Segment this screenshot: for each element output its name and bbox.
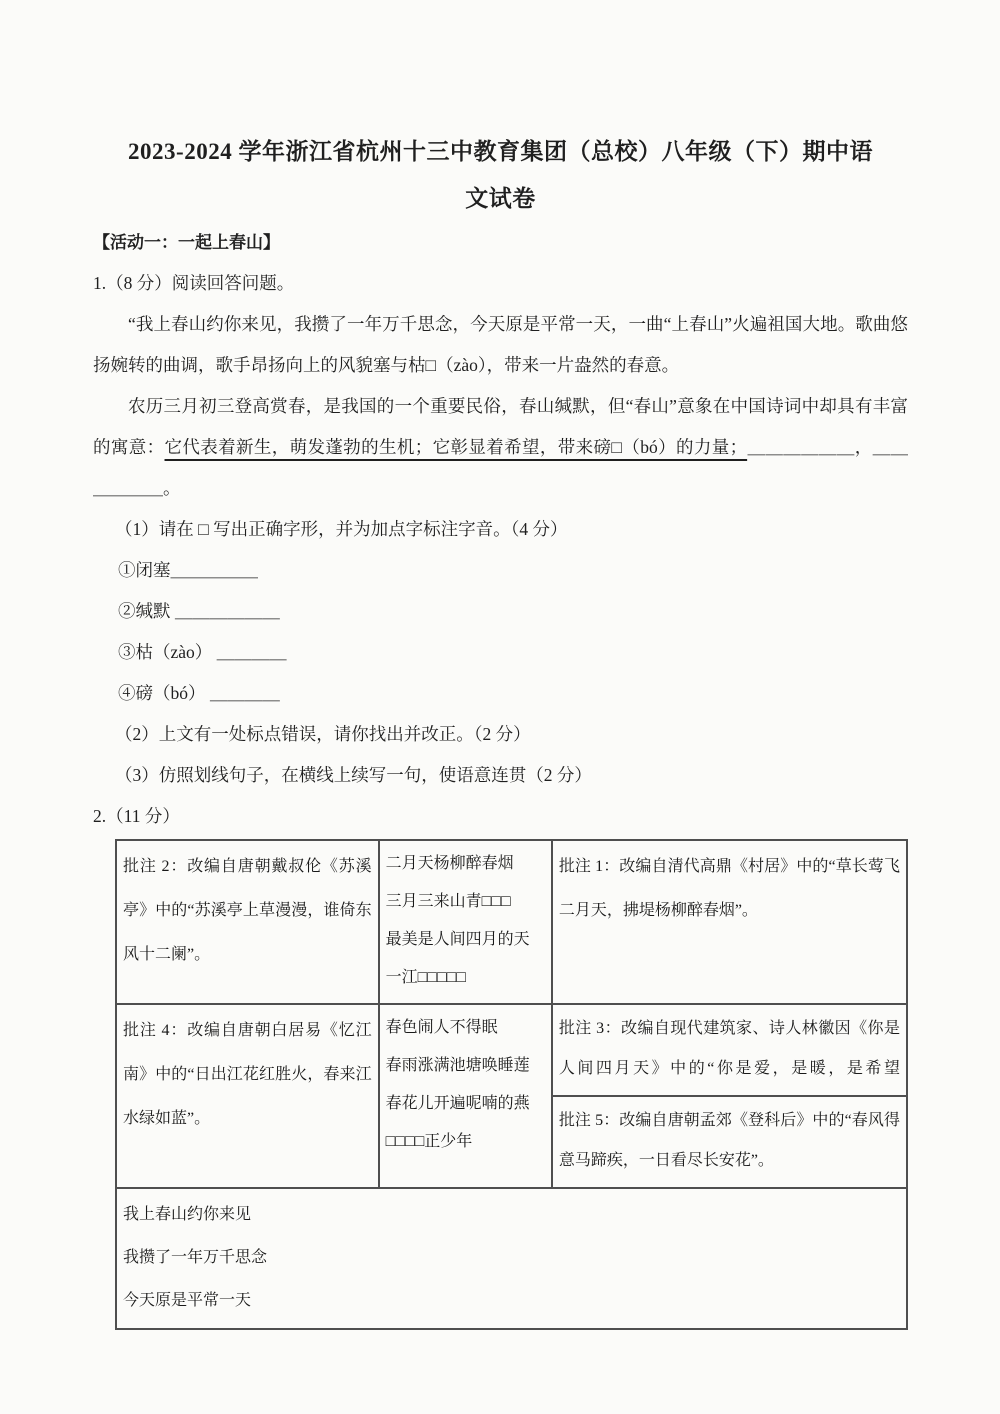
passage-paragraph-1: “我上春山约你来见，我攒了一年万千思念，今天原是平常一天，一曲“上春山”火遍祖国大地。歌曲悠扬婉转的曲调，歌手昂扬向上的风貌塞与枯□（zào），带来一片盎然的春意。 xyxy=(93,314,908,375)
sub-question-1-item-2: ②缄默 ＿＿＿＿＿＿ xyxy=(118,601,280,621)
sub-question-1-item-3: ③枯（zào） ＿＿＿＿ xyxy=(118,642,287,662)
exam-title-line-2: 文试卷 xyxy=(465,186,536,211)
poem-2-line-4: □□□□正少年 xyxy=(385,1133,473,1150)
cell-annotation-4: 批注 4：改编自唐朝白居易《忆江南》中的“日出江花红胜火，春来江水绿如蓝”。 xyxy=(116,1004,379,1188)
paragraph-2-lead: 农历三月初三登高赏春，是我国的一个重要民俗，春山缄默，但“春山”意象在中国诗词中却具有丰富的寓意： xyxy=(93,396,908,457)
sub-question-1-label: （1）请在 □ 写出正确字形，并为加点字标注字音。（4 分） xyxy=(115,519,568,539)
question-2-label: 2.（11 分） xyxy=(93,806,180,826)
annotation-table xyxy=(115,839,908,1330)
exam-title xyxy=(93,128,908,222)
cell-song-lyrics xyxy=(116,1188,907,1329)
poem-2-line-2: 春雨涨满池塘唤睡莲 xyxy=(385,1057,530,1074)
activity-header: 【活动一：一起上春山】 xyxy=(93,233,280,252)
poem-2-line-1: 春色闹人不得眠 xyxy=(385,1019,498,1036)
poem-1-line-4: 一江□□□□□ xyxy=(385,969,466,986)
table-row-2 xyxy=(116,1004,907,1096)
passage-paragraph-2 xyxy=(93,386,908,509)
cell-annotation-5: 批注 5：改编自唐朝孟郊《登科后》中的“春风得意马蹄疾，一日看尽长安花”。 xyxy=(552,1096,907,1188)
underlined-sentence: 它代表着新生，萌发蓬勃的生机；它彰显着希望，带来磅□（bó）的力量； xyxy=(164,437,748,457)
sub-question-1-item-4: ④磅（bó） ＿＿＿＿ xyxy=(118,683,280,703)
poem-1-line-1: 二月天杨柳醉春烟 xyxy=(385,855,514,872)
sub-question-1-item-1: ①闭塞＿＿＿＿＿ xyxy=(118,560,258,580)
cell-annotation-3: 批注 3：改编自现代建筑家、诗人林徽因《你是人间四月天》中的“你是爱，是暖，是希望 xyxy=(552,1004,907,1096)
fill-in-blanks: ＿＿＿＿＿＿，＿＿＿＿＿＿。 xyxy=(93,437,909,498)
exam-title-line-1: 2023-2024 学年浙江省杭州十三中教育集团（总校）八年级（下）期中语 xyxy=(128,139,873,164)
cell-poem-1 xyxy=(379,840,552,1004)
cell-poem-2 xyxy=(379,1004,552,1188)
lyrics-line-1: 我上春山约你来见 xyxy=(123,1206,252,1223)
sub-question-3-label: （3）仿照划线句子，在横线上续写一句，使语意连贯（2 分） xyxy=(115,765,592,785)
lyrics-line-3: 今天原是平常一天 xyxy=(123,1292,252,1309)
poem-1-line-2: 三月三来山青□□□ xyxy=(385,893,511,910)
poem-2-line-3: 春花儿开遍呢喃的燕 xyxy=(385,1095,530,1112)
table-row-4 xyxy=(116,1188,907,1329)
table-row-1 xyxy=(116,840,907,1004)
sub-question-2-label: （2）上文有一处标点错误，请你找出并改正。（2 分） xyxy=(115,724,531,744)
cell-annotation-1: 批注 1：改编自清代高鼎《村居》中的“草长莺飞二月天，拂堤杨柳醉春烟”。 xyxy=(552,840,907,1004)
question-1-label: 1.（8 分）阅读回答问题。 xyxy=(93,273,295,293)
poem-1-line-3: 最美是人间四月的天 xyxy=(385,931,530,948)
cell-annotation-2: 批注 2：改编自唐朝戴叔伦《苏溪亭》中的“苏溪亭上草漫漫，谁倚东风十二阑”。 xyxy=(116,840,379,1004)
lyrics-line-2: 我攒了一年万千思念 xyxy=(123,1249,268,1266)
